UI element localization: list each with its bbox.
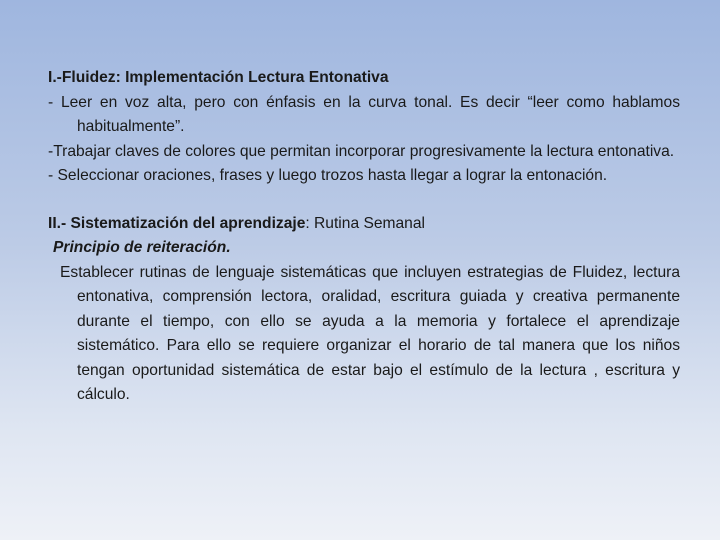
section-2-title-rest: : Rutina Semanal — [305, 214, 425, 232]
bullet-select-sentences: - Seleccionar oraciones, frases y luego trozos hasta llegar a lograr la entonación. — [48, 167, 608, 184]
principle-heading: Principio de reiteración. — [53, 239, 231, 256]
section-2-title — [48, 212, 680, 237]
bullet-color-keys: -Trabajar claves de colores que permitan incorporar progresivamente la lectura entonativa. — [48, 142, 675, 160]
section-1-title: I.-Fluidez: Implementación Lectura Entonativa — [48, 69, 389, 86]
section-2-title-bold: II.- Sistematización del aprendizaje — [48, 214, 306, 232]
bullet-read-aloud: - Leer en voz alta, pero con énfasis en la curva tonal. Es decir “leer como hablamos habitualmente”. — [48, 93, 680, 135]
section-2-body: Establecer rutinas de lenguaje sistemáticas que incluyen estrategias de Fluidez, lectura entonativa, comprensión lectora, oralidad, escritura guiada y creativa permanente durante el tiempo, con ello se ayuda a la memoria y fortalece el aprendizaje sistemático. Para ello se requiere organizar el horario de tal manera que los niños tengan oportunidad sistemática de estar bajo el estímulo de la lectura , escritura y cálculo. — [60, 263, 680, 403]
section-gap — [48, 189, 680, 212]
slide-content — [48, 66, 680, 408]
